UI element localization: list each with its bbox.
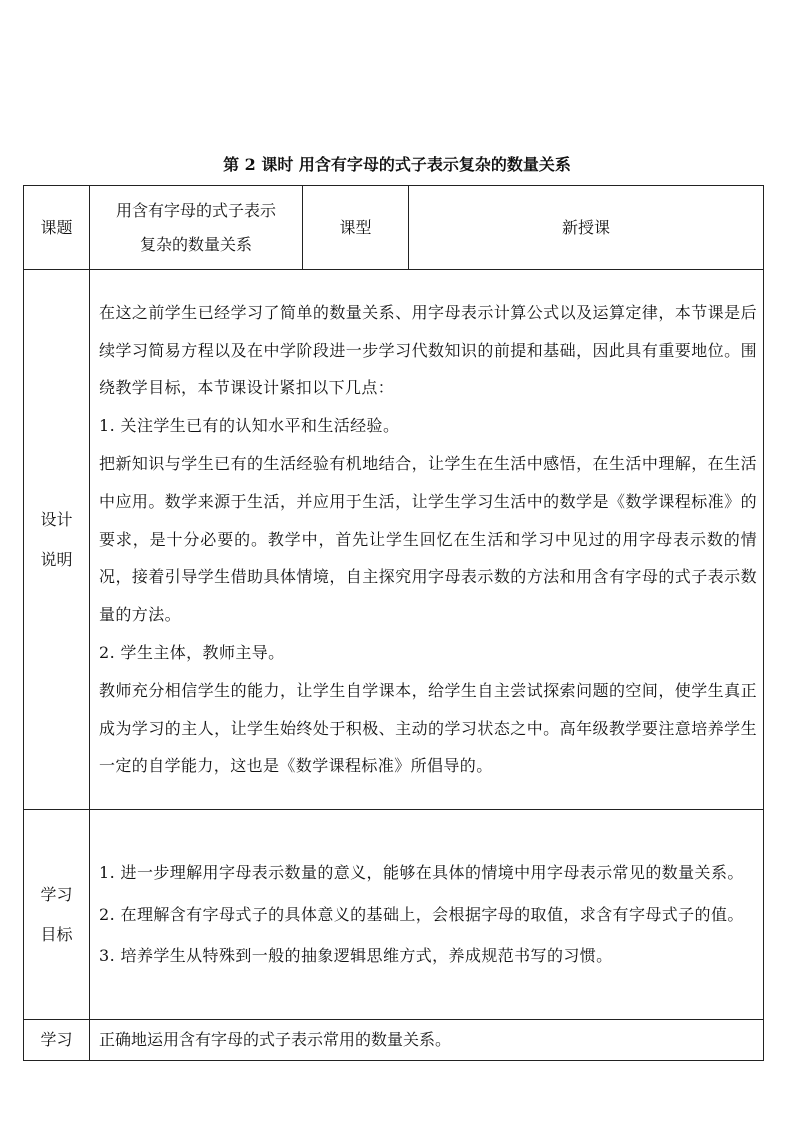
- topic-value-line1: 用含有字母的式子表示: [115, 200, 276, 220]
- design-notes-label-line2: 说明: [40, 549, 73, 569]
- topic-label: 课题: [24, 186, 90, 270]
- goal-item: 3. 培养学生从特殊到一般的抽象逻辑思维方式，养成规范书写的习惯。: [99, 946, 613, 966]
- goal-item: 1. 进一步理解用字母表示数量的意义，能够在具体的情境中用字母表示常见的数量关系。: [99, 863, 744, 883]
- design-notes-content: [90, 270, 764, 810]
- design-notes-label: [24, 270, 90, 810]
- key-points-content: 正确地运用含有字母的式子表示常用的数量关系。: [90, 1020, 764, 1061]
- design-paragraph: 教师充分相信学生的能力，让学生自学课本，给学生自主尝试探索问题的空间，使学生真正成为学习的主人，让学生始终处于积极、主动的学习状态之中。高年级教学要注意培养学生一定的自学能力，这也是《数学课程标准》所倡导的。: [99, 680, 757, 776]
- learning-goals-label-line2: 目标: [40, 924, 73, 944]
- lesson-plan-table: [23, 185, 764, 1061]
- learning-goals-row: [24, 810, 764, 1020]
- learning-goals-label-line1: 学习: [40, 884, 73, 904]
- topic-value: [90, 186, 303, 270]
- learning-goals-content: [90, 810, 764, 1020]
- lesson-type-value: 新授课: [409, 186, 764, 270]
- design-paragraph: 把新知识与学生已有的生活经验有机地结合，让学生在生活中感悟，在生活中理解，在生活中应用。数学来源于生活，并应用于生活，让学生学习生活中的数学是《数学课程标准》的要求，是十分必要的。教学中，首先让学生回忆在生活和学习中见过的用字母表示数的情况，接着引导学生借助具体情境，自主探究用字母表示数的方法和用含有字母的式子表示数量的方法。: [99, 454, 757, 625]
- topic-value-line2: 复杂的数量关系: [139, 234, 252, 254]
- goal-item: 2. 在理解含有字母式子的具体意义的基础上，会根据字母的取值，求含有字母式子的值。: [99, 904, 744, 924]
- design-point-heading: 1. 关注学生已有的认知水平和生活经验。: [99, 416, 400, 436]
- lesson-type-label: 课型: [303, 186, 409, 270]
- design-notes-label-line1: 设计: [40, 509, 73, 529]
- header-row: [24, 186, 764, 270]
- key-points-row: [24, 1020, 764, 1061]
- lesson-title: 第 2 课时 用含有字母的式子表示复杂的数量关系: [223, 155, 571, 174]
- design-notes-row: [24, 270, 764, 810]
- key-points-label: 学习: [24, 1020, 90, 1061]
- design-point-heading: 2. 学生主体，教师主导。: [99, 642, 285, 662]
- learning-goals-label: [24, 810, 90, 1020]
- design-paragraph: 在这之前学生已经学习了简单的数量关系、用字母表示计算公式以及运算定律，本节课是后续学习简易方程以及在中学阶段进一步学习代数知识的前提和基础，因此具有重要地位。围绕教学目标，本节课设计紧扣以下几点：: [99, 302, 757, 398]
